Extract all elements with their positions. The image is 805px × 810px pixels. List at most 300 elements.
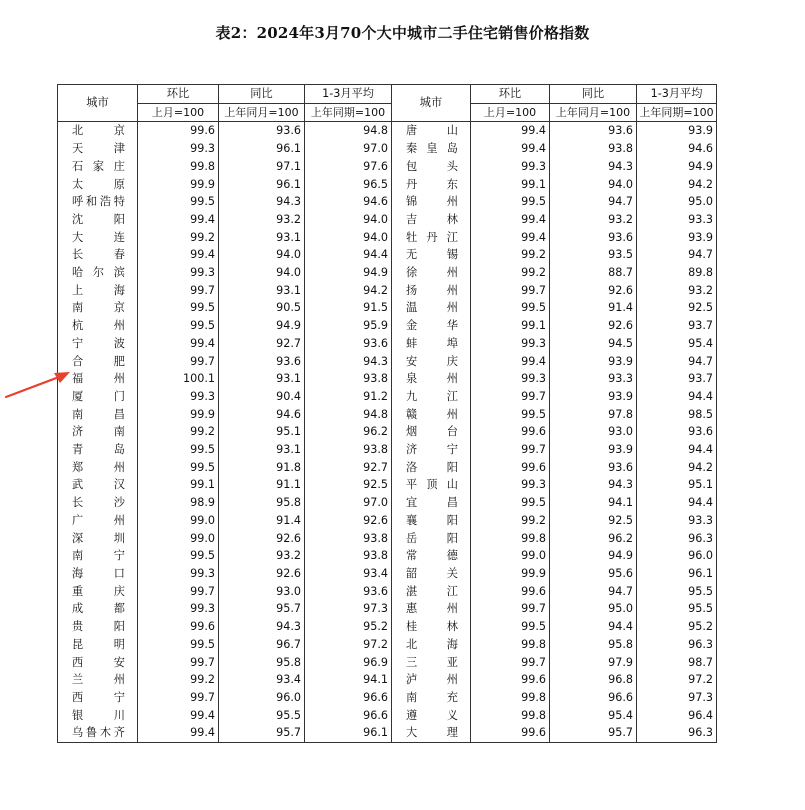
avg-value-right: 94.4 [637, 388, 717, 406]
yoy-value-right: 94.7 [550, 583, 637, 601]
avg-value-right: 97.2 [637, 671, 717, 689]
yoy-value-left: 91.8 [219, 459, 305, 477]
avg-value-right: 96.4 [637, 707, 717, 725]
avg-value-right: 94.6 [637, 140, 717, 158]
avg-value-left: 93.8 [305, 441, 392, 459]
mom-value-right: 99.4 [471, 140, 550, 158]
mom-value-left: 99.5 [138, 193, 219, 211]
table-row [58, 140, 717, 158]
avg-value-right: 95.1 [637, 476, 717, 494]
yoy-value-right: 93.5 [550, 246, 637, 264]
avg-value-right: 97.3 [637, 689, 717, 707]
city-name-right: 秦皇岛 [392, 140, 471, 158]
yoy-value-left: 97.1 [219, 158, 305, 176]
city-name-left: 宁波 [58, 335, 138, 353]
city-name-right: 大理 [392, 724, 471, 742]
yoy-value-right: 96.2 [550, 530, 637, 548]
city-name-right: 泸州 [392, 671, 471, 689]
yoy-value-left: 93.2 [219, 547, 305, 565]
yoy-value-right: 91.4 [550, 299, 637, 317]
city-name-right: 北海 [392, 636, 471, 654]
city-name-left: 南昌 [58, 406, 138, 424]
mom-value-left: 99.5 [138, 317, 219, 335]
city-name-right: 锦州 [392, 193, 471, 211]
table-row [58, 600, 717, 618]
city-name-right: 牡丹江 [392, 229, 471, 247]
yoy-value-left: 90.5 [219, 299, 305, 317]
city-name-left: 长春 [58, 246, 138, 264]
header-row-1 [58, 85, 717, 104]
avg-value-left: 93.4 [305, 565, 392, 583]
yoy-value-left: 96.1 [219, 140, 305, 158]
table-row [58, 459, 717, 477]
yoy-value-left: 94.6 [219, 406, 305, 424]
city-name-left: 上海 [58, 282, 138, 300]
yoy-value-right: 92.6 [550, 282, 637, 300]
mom-value-right: 99.4 [471, 211, 550, 229]
city-name-right: 丹东 [392, 176, 471, 194]
header-avg-left: 1-3月平均 [305, 85, 392, 104]
table-row [58, 282, 717, 300]
yoy-value-left: 91.1 [219, 476, 305, 494]
yoy-value-right: 93.6 [550, 122, 637, 140]
city-name-left: 合肥 [58, 353, 138, 371]
avg-value-right: 98.5 [637, 406, 717, 424]
avg-value-left: 97.0 [305, 494, 392, 512]
yoy-value-right: 92.5 [550, 512, 637, 530]
city-name-right: 湛江 [392, 583, 471, 601]
yoy-value-right: 93.3 [550, 370, 637, 388]
yoy-value-left: 92.7 [219, 335, 305, 353]
header-mom-base-right: 上月=100 [471, 103, 550, 122]
mom-value-left: 99.7 [138, 689, 219, 707]
city-name-right: 蚌埠 [392, 335, 471, 353]
mom-value-left: 99.9 [138, 176, 219, 194]
mom-value-right: 99.5 [471, 193, 550, 211]
avg-value-left: 96.6 [305, 689, 392, 707]
avg-value-left: 95.2 [305, 618, 392, 636]
avg-value-right: 93.6 [637, 423, 717, 441]
mom-value-left: 99.6 [138, 618, 219, 636]
avg-value-left: 94.2 [305, 282, 392, 300]
yoy-value-right: 93.9 [550, 441, 637, 459]
city-name-left: 厦门 [58, 388, 138, 406]
city-name-right: 扬州 [392, 282, 471, 300]
avg-value-right: 94.9 [637, 158, 717, 176]
yoy-value-left: 94.0 [219, 264, 305, 282]
mom-value-left: 99.5 [138, 459, 219, 477]
mom-value-right: 99.4 [471, 122, 550, 140]
yoy-value-left: 95.1 [219, 423, 305, 441]
yoy-value-right: 94.1 [550, 494, 637, 512]
page-title: 表2：2024年3月70个大中城市二手住宅销售价格指数 [215, 24, 590, 42]
avg-value-left: 93.8 [305, 547, 392, 565]
yoy-value-left: 95.5 [219, 707, 305, 725]
table-row [58, 388, 717, 406]
avg-value-left: 91.2 [305, 388, 392, 406]
avg-value-left: 92.6 [305, 512, 392, 530]
header-mom-left: 环比 [138, 85, 219, 104]
city-name-left: 长沙 [58, 494, 138, 512]
city-name-right: 洛阳 [392, 459, 471, 477]
table-row [58, 654, 717, 672]
avg-value-right: 93.3 [637, 211, 717, 229]
yoy-value-left: 93.4 [219, 671, 305, 689]
yoy-value-right: 94.4 [550, 618, 637, 636]
yoy-value-right: 95.4 [550, 707, 637, 725]
city-name-left: 海口 [58, 565, 138, 583]
header-mom-right: 环比 [471, 85, 550, 104]
avg-value-right: 89.8 [637, 264, 717, 282]
mom-value-right: 99.9 [471, 565, 550, 583]
table-row [58, 299, 717, 317]
city-name-right: 常德 [392, 547, 471, 565]
mom-value-left: 99.8 [138, 158, 219, 176]
table-row [58, 547, 717, 565]
mom-value-right: 99.3 [471, 158, 550, 176]
table-row [58, 618, 717, 636]
city-name-left: 天津 [58, 140, 138, 158]
yoy-value-right: 93.9 [550, 353, 637, 371]
mom-value-left: 99.7 [138, 583, 219, 601]
city-name-right: 平顶山 [392, 476, 471, 494]
avg-value-left: 94.0 [305, 211, 392, 229]
table-row [58, 530, 717, 548]
yoy-value-right: 93.9 [550, 388, 637, 406]
yoy-value-left: 93.6 [219, 122, 305, 140]
avg-value-right: 96.3 [637, 530, 717, 548]
city-name-left: 呼和浩特 [58, 193, 138, 211]
city-name-right: 九江 [392, 388, 471, 406]
header-row-2 [58, 103, 717, 122]
mom-value-left: 99.3 [138, 565, 219, 583]
avg-value-right: 94.7 [637, 353, 717, 371]
city-name-left: 大连 [58, 229, 138, 247]
city-name-left: 西宁 [58, 689, 138, 707]
mom-value-right: 99.8 [471, 636, 550, 654]
yoy-value-left: 95.8 [219, 654, 305, 672]
city-name-left: 重庆 [58, 583, 138, 601]
mom-value-right: 99.7 [471, 388, 550, 406]
avg-value-left: 94.0 [305, 229, 392, 247]
table-row [58, 406, 717, 424]
mom-value-left: 99.4 [138, 724, 219, 742]
avg-value-right: 96.3 [637, 636, 717, 654]
avg-value-right: 95.5 [637, 583, 717, 601]
table-row [58, 707, 717, 725]
mom-value-right: 99.4 [471, 353, 550, 371]
city-name-right: 三亚 [392, 654, 471, 672]
city-name-right: 温州 [392, 299, 471, 317]
yoy-value-left: 96.7 [219, 636, 305, 654]
table-row [58, 246, 717, 264]
mom-value-left: 99.7 [138, 353, 219, 371]
table-body [58, 122, 717, 743]
mom-value-right: 99.7 [471, 600, 550, 618]
city-name-left: 郑州 [58, 459, 138, 477]
yoy-value-left: 91.4 [219, 512, 305, 530]
table-row [58, 671, 717, 689]
city-name-left: 北京 [58, 122, 138, 140]
yoy-value-right: 97.8 [550, 406, 637, 424]
yoy-value-left: 92.6 [219, 530, 305, 548]
yoy-value-right: 94.5 [550, 335, 637, 353]
mom-value-right: 99.7 [471, 441, 550, 459]
avg-value-left: 97.6 [305, 158, 392, 176]
mom-value-right: 99.3 [471, 335, 550, 353]
yoy-value-left: 90.4 [219, 388, 305, 406]
yoy-value-left: 96.1 [219, 176, 305, 194]
mom-value-left: 99.4 [138, 707, 219, 725]
yoy-value-right: 94.9 [550, 547, 637, 565]
mom-value-right: 99.6 [471, 583, 550, 601]
mom-value-left: 100.1 [138, 370, 219, 388]
avg-value-left: 97.3 [305, 600, 392, 618]
red-arrow-icon [4, 370, 74, 402]
yoy-value-left: 94.3 [219, 618, 305, 636]
yoy-value-right: 93.0 [550, 423, 637, 441]
mom-value-left: 98.9 [138, 494, 219, 512]
city-name-right: 南充 [392, 689, 471, 707]
table-row [58, 476, 717, 494]
yoy-value-right: 94.3 [550, 476, 637, 494]
mom-value-left: 99.5 [138, 441, 219, 459]
mom-value-left: 99.5 [138, 636, 219, 654]
mom-value-left: 99.5 [138, 547, 219, 565]
yoy-value-right: 93.6 [550, 459, 637, 477]
yoy-value-right: 93.8 [550, 140, 637, 158]
table-row [58, 211, 717, 229]
header-yoy-base-left: 上年同月=100 [219, 103, 305, 122]
price-index-table [57, 84, 717, 743]
city-name-right: 无锡 [392, 246, 471, 264]
header-avg-base-right: 上年同期=100 [637, 103, 717, 122]
mom-value-right: 99.8 [471, 689, 550, 707]
yoy-value-left: 93.1 [219, 441, 305, 459]
mom-value-right: 99.5 [471, 618, 550, 636]
city-name-left: 广州 [58, 512, 138, 530]
avg-value-right: 95.4 [637, 335, 717, 353]
table-row [58, 494, 717, 512]
avg-value-right: 94.4 [637, 441, 717, 459]
yoy-value-right: 93.6 [550, 229, 637, 247]
avg-value-left: 97.2 [305, 636, 392, 654]
mom-value-left: 99.2 [138, 423, 219, 441]
mom-value-left: 99.0 [138, 530, 219, 548]
avg-value-left: 93.8 [305, 370, 392, 388]
avg-value-left: 93.6 [305, 335, 392, 353]
avg-value-left: 96.6 [305, 707, 392, 725]
avg-value-right: 93.7 [637, 317, 717, 335]
mom-value-right: 99.5 [471, 406, 550, 424]
yoy-value-left: 94.3 [219, 193, 305, 211]
mom-value-right: 99.5 [471, 299, 550, 317]
yoy-value-right: 97.9 [550, 654, 637, 672]
table-row [58, 353, 717, 371]
header-yoy-base-right: 上年同月=100 [550, 103, 637, 122]
mom-value-right: 99.6 [471, 459, 550, 477]
city-name-left: 乌鲁木齐 [58, 724, 138, 742]
mom-value-left: 99.3 [138, 388, 219, 406]
mom-value-right: 99.7 [471, 282, 550, 300]
yoy-value-right: 92.6 [550, 317, 637, 335]
avg-value-left: 92.5 [305, 476, 392, 494]
mom-value-left: 99.3 [138, 600, 219, 618]
city-name-left: 杭州 [58, 317, 138, 335]
header-city-left: 城市 [58, 85, 138, 122]
mom-value-right: 99.2 [471, 264, 550, 282]
header-city-right: 城市 [392, 85, 471, 122]
city-name-right: 烟台 [392, 423, 471, 441]
avg-value-right: 93.3 [637, 512, 717, 530]
avg-value-left: 94.8 [305, 122, 392, 140]
avg-value-right: 93.9 [637, 122, 717, 140]
table-row [58, 370, 717, 388]
mom-value-right: 99.6 [471, 423, 550, 441]
yoy-value-left: 93.0 [219, 583, 305, 601]
mom-value-right: 99.5 [471, 494, 550, 512]
yoy-value-right: 95.0 [550, 600, 637, 618]
yoy-value-left: 94.9 [219, 317, 305, 335]
city-name-left: 青岛 [58, 441, 138, 459]
header-yoy-right: 同比 [550, 85, 637, 104]
header-avg-base-left: 上年同期=100 [305, 103, 392, 122]
city-name-right: 徐州 [392, 264, 471, 282]
table-row [58, 565, 717, 583]
table-row [58, 158, 717, 176]
avg-value-right: 96.3 [637, 724, 717, 742]
city-name-left: 南宁 [58, 547, 138, 565]
city-name-right: 岳阳 [392, 530, 471, 548]
mom-value-right: 99.3 [471, 370, 550, 388]
city-name-right: 安庆 [392, 353, 471, 371]
avg-value-right: 94.2 [637, 176, 717, 194]
city-name-left: 兰州 [58, 671, 138, 689]
yoy-value-right: 88.7 [550, 264, 637, 282]
table-row [58, 441, 717, 459]
mom-value-left: 99.4 [138, 211, 219, 229]
city-name-right: 韶关 [392, 565, 471, 583]
mom-value-left: 99.0 [138, 512, 219, 530]
mom-value-right: 99.2 [471, 512, 550, 530]
table-row [58, 689, 717, 707]
yoy-value-right: 95.7 [550, 724, 637, 742]
mom-value-left: 99.3 [138, 264, 219, 282]
city-name-right: 吉林 [392, 211, 471, 229]
avg-value-right: 94.4 [637, 494, 717, 512]
table-row [58, 264, 717, 282]
avg-value-right: 95.2 [637, 618, 717, 636]
table-row [58, 122, 717, 140]
yoy-value-left: 93.1 [219, 229, 305, 247]
yoy-value-right: 94.3 [550, 158, 637, 176]
yoy-value-left: 96.0 [219, 689, 305, 707]
city-name-left: 太原 [58, 176, 138, 194]
avg-value-left: 93.6 [305, 583, 392, 601]
city-name-left: 贵阳 [58, 618, 138, 636]
avg-value-left: 94.3 [305, 353, 392, 371]
city-name-right: 遵义 [392, 707, 471, 725]
city-name-left: 石家庄 [58, 158, 138, 176]
mom-value-right: 99.3 [471, 476, 550, 494]
mom-value-right: 99.2 [471, 246, 550, 264]
mom-value-left: 99.9 [138, 406, 219, 424]
avg-value-left: 94.1 [305, 671, 392, 689]
city-name-right: 济宁 [392, 441, 471, 459]
yoy-value-left: 94.0 [219, 246, 305, 264]
avg-value-right: 96.1 [637, 565, 717, 583]
city-name-left: 银川 [58, 707, 138, 725]
mom-value-left: 99.2 [138, 671, 219, 689]
avg-value-left: 96.2 [305, 423, 392, 441]
avg-value-right: 93.9 [637, 229, 717, 247]
yoy-value-right: 95.6 [550, 565, 637, 583]
avg-value-right: 95.0 [637, 193, 717, 211]
table-row [58, 193, 717, 211]
table-row [58, 636, 717, 654]
yoy-value-right: 93.2 [550, 211, 637, 229]
yoy-value-left: 93.2 [219, 211, 305, 229]
avg-value-left: 92.7 [305, 459, 392, 477]
avg-value-right: 94.7 [637, 246, 717, 264]
avg-value-left: 96.5 [305, 176, 392, 194]
city-name-right: 唐山 [392, 122, 471, 140]
city-name-left: 成都 [58, 600, 138, 618]
yoy-value-left: 95.7 [219, 600, 305, 618]
mom-value-left: 99.5 [138, 299, 219, 317]
yoy-value-left: 95.7 [219, 724, 305, 742]
avg-value-right: 96.0 [637, 547, 717, 565]
city-name-right: 惠州 [392, 600, 471, 618]
city-name-left: 哈尔滨 [58, 264, 138, 282]
table-row [58, 335, 717, 353]
mom-value-left: 99.2 [138, 229, 219, 247]
mom-value-left: 99.7 [138, 282, 219, 300]
mom-value-right: 99.6 [471, 724, 550, 742]
city-name-left: 济南 [58, 423, 138, 441]
city-name-left: 深圳 [58, 530, 138, 548]
mom-value-left: 99.4 [138, 246, 219, 264]
mom-value-left: 99.1 [138, 476, 219, 494]
city-name-left: 南京 [58, 299, 138, 317]
mom-value-right: 99.1 [471, 176, 550, 194]
city-name-right: 金华 [392, 317, 471, 335]
mom-value-left: 99.3 [138, 140, 219, 158]
header-yoy-left: 同比 [219, 85, 305, 104]
avg-value-left: 93.8 [305, 530, 392, 548]
yoy-value-right: 94.7 [550, 193, 637, 211]
yoy-value-right: 96.6 [550, 689, 637, 707]
avg-value-left: 94.8 [305, 406, 392, 424]
table-row [58, 512, 717, 530]
city-name-left: 西安 [58, 654, 138, 672]
yoy-value-right: 95.8 [550, 636, 637, 654]
avg-value-left: 96.9 [305, 654, 392, 672]
avg-value-left: 94.6 [305, 193, 392, 211]
city-name-left: 沈阳 [58, 211, 138, 229]
mom-value-left: 99.7 [138, 654, 219, 672]
avg-value-right: 93.2 [637, 282, 717, 300]
mom-value-right: 99.4 [471, 229, 550, 247]
table-row [58, 317, 717, 335]
yoy-value-left: 93.6 [219, 353, 305, 371]
avg-value-right: 92.5 [637, 299, 717, 317]
yoy-value-left: 95.8 [219, 494, 305, 512]
mom-value-left: 99.4 [138, 335, 219, 353]
avg-value-left: 96.1 [305, 724, 392, 742]
city-name-right: 宜昌 [392, 494, 471, 512]
avg-value-right: 95.5 [637, 600, 717, 618]
